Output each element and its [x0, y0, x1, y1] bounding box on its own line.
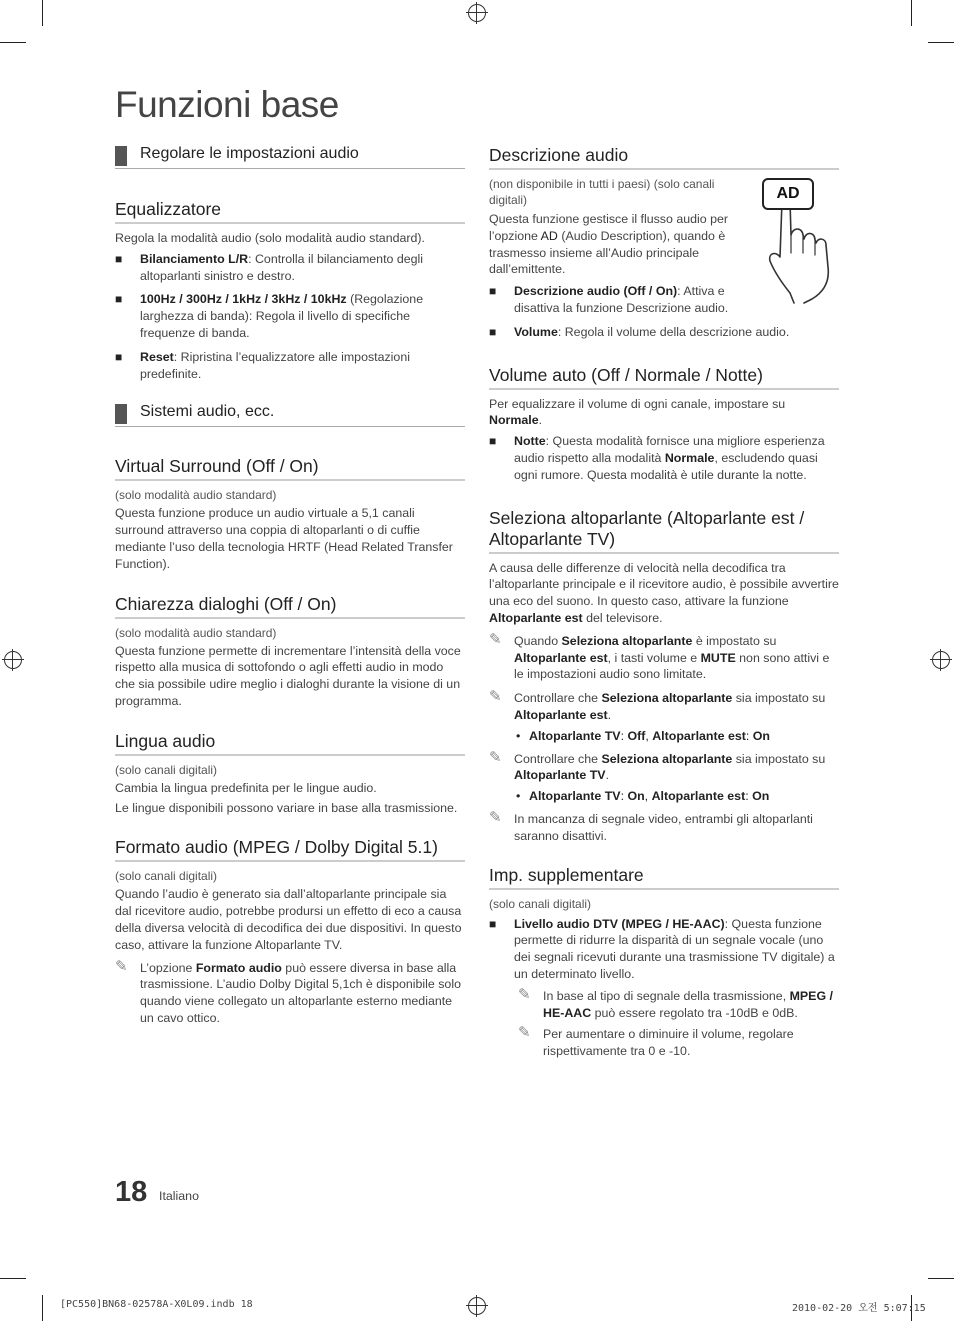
- left-column: [115, 144, 465, 1027]
- crop-mark: [0, 42, 26, 43]
- print-timestamp: 2010-02-20 오전 5:07:15: [792, 1303, 926, 1314]
- language-label: Italiano: [159, 1189, 199, 1203]
- ad-button-key: AD: [762, 178, 814, 210]
- crop-mark: [0, 1278, 26, 1279]
- paragraph: Questa funzione produce un audio virtuale a 5,1 canali surround attraverso una coppia di altoparlanti o di cuffie mediante l’uso della tecnologia HRTF (Head Related Transfer Function).: [115, 506, 453, 571]
- note-item: ✎ Quando Seleziona altoparlante è impostato su Altoparlante est, i tasti volume e MUTE non sono attivi e le impostazioni audio sono limitate.: [489, 630, 830, 682]
- crop-mark: [911, 0, 912, 26]
- print-file-info: [PC550]BN68-02578A-X0L09.indb 18: [60, 1299, 253, 1310]
- availability-note: (solo modalità audio standard): [115, 625, 277, 640]
- section-header: [115, 144, 465, 169]
- note-item: ✎ Per aumentare o diminuire il volume, regolare rispettivamente tra 0 e -10.: [518, 1024, 794, 1059]
- hand-pressing-icon: [760, 195, 842, 305]
- section-title: Sistemi audio, ecc.: [140, 403, 275, 421]
- sub-list-item: • Altoparlante TV: On, Altoparlante est: On: [516, 789, 770, 804]
- crop-mark: [928, 1278, 954, 1279]
- crop-mark: [42, 0, 43, 26]
- heading-seleziona-altoparlante: Seleziona altoparlante (Altoparlante est / Altoparlante TV): [489, 508, 839, 554]
- paragraph: Cambia la lingua predefinita per le lingue audio.: [115, 780, 377, 795]
- paragraph: Questa funzione gestisce il flusso audio per l’opzione AD (Audio Description), quando è trasmesso insieme all’Audio principale dall’emittente.: [489, 212, 729, 277]
- page-title: Funzioni base: [115, 84, 339, 125]
- registration-mark-icon: [932, 651, 950, 669]
- pencil-note-icon: ✎: [489, 748, 502, 766]
- heading-lingua-audio: Lingua audio: [115, 731, 465, 756]
- availability-note: (non disponibile in tutti i paesi) (solo canali digitali): [489, 177, 715, 207]
- heading-chiarezza-dialoghi: Chiarezza dialoghi (Off / On): [115, 594, 465, 619]
- pencil-note-icon: ✎: [489, 808, 502, 826]
- heading-imp-supplementare: Imp. supplementare: [489, 865, 839, 890]
- sub-list-item: • Altoparlante TV: Off, Altoparlante est: On: [516, 728, 770, 743]
- registration-mark-icon: [4, 651, 22, 669]
- pencil-note-icon: ✎: [518, 1024, 531, 1042]
- availability-note: (solo canali digitali): [489, 896, 592, 911]
- list-item: ■ Reset: Ripristina l’equalizzatore alle impostazioni predefinite.: [115, 349, 410, 381]
- list-item: ■ 100Hz / 300Hz / 1kHz / 3kHz / 10kHz (Regolazione larghezza di banda): Regola il livello di specifiche frequenze di banda.: [115, 292, 424, 340]
- page-number: 18: [115, 1176, 148, 1208]
- list-item: ■ Notte: Questa modalità fornisce una migliore esperienza audio rispetto alla modalità Normale, escludendo quasi ogni rumore. Questa modalità è utile durante la notte.: [489, 434, 825, 482]
- crop-mark: [42, 1295, 43, 1321]
- paragraph: Quando l’audio è generato sia dall’altoparlante principale sia dal ricevitore audio, potrebbe prodursi un effetto di eco a causa della diversa velocità di decodifica dei due dispositivi. In questo caso, attivare la funzione Altoparlante TV.: [115, 887, 462, 952]
- list-item: ■ Descrizione audio (Off / On): Attiva e disattiva la funzione Descrizione audio.: [489, 284, 729, 315]
- crop-mark: [928, 42, 954, 43]
- availability-note: (solo modalità audio standard): [115, 488, 277, 503]
- section-title: Regolare le impostazioni audio: [140, 145, 359, 162]
- note-item: ✎ Controllare che Seleziona altoparlante sia impostato su Altoparlante TV.: [489, 748, 826, 783]
- heading-equalizzatore: Equalizzatore: [115, 199, 465, 224]
- availability-note: (solo canali digitali): [115, 869, 218, 884]
- registration-mark-icon: [468, 1297, 486, 1315]
- section-bar-icon: [115, 404, 127, 424]
- eq-intro: Regola la modalità audio (solo modalità audio standard).: [115, 231, 425, 245]
- pencil-note-icon: ✎: [115, 957, 128, 975]
- list-item: ■ Bilanciamento L/R: Controlla il bilanciamento degli altoparlanti sinistro e destro.: [115, 251, 424, 283]
- registration-mark-icon: [468, 4, 486, 22]
- pencil-note-icon: ✎: [489, 688, 502, 706]
- note-item: ✎ Controllare che Seleziona altoparlante sia impostato su Altoparlante est.: [489, 688, 826, 722]
- paragraph: Per equalizzare il volume di ogni canale, impostare su Normale.: [489, 396, 786, 428]
- section-bar-icon: [115, 146, 127, 166]
- note-item: ✎ L’opzione Formato audio può essere diversa in base alla trasmissione. L’audio Dolby Digital 5,1ch è disponibile solo quando viene collegato un altoparlante esterno mediante un cavo ottico.: [115, 957, 461, 1025]
- paragraph: A causa delle differenze di velocità nella decodifica tra l’altoparlante principale e il ricevitore audio, è possibile avvertire una eco del suono. In questo caso, attivare la funzione Altoparlante est del televisore.: [489, 560, 839, 625]
- heading-virtual-surround: Virtual Surround (Off / On): [115, 456, 465, 481]
- availability-note: (solo canali digitali): [115, 762, 218, 777]
- paragraph: Le lingue disponibili possono variare in base alla trasmissione.: [115, 800, 458, 815]
- list-item: ■ Volume: Regola il volume della descrizione audio.: [489, 324, 790, 339]
- paragraph: Questa funzione permette di incrementare l’intensità della voce rispetto alla musica di sottofondo o agli effetti audio in modo che sia possibile udire meglio i dialoghi durante la visione di un programma.: [115, 643, 461, 708]
- note-item: ✎ In base al tipo di segnale della trasmissione, MPEG / HE-AAC può essere regolato tra -10dB e 0dB.: [518, 985, 833, 1020]
- pencil-note-icon: ✎: [489, 630, 502, 648]
- heading-volume-auto: Volume auto (Off / Normale / Notte): [489, 365, 839, 390]
- note-item: ✎ In mancanza di segnale video, entrambi gli altoparlanti saranno disattivi.: [489, 808, 813, 843]
- section-header: [115, 402, 465, 427]
- pencil-note-icon: ✎: [518, 985, 531, 1003]
- heading-descrizione-audio: Descrizione audio: [489, 145, 839, 170]
- list-item: ■ Livello audio DTV (MPEG / HE-AAC): Questa funzione permette di ridurre la disparità di un segnale vocale (uno dei segnali ricevuti durante una trasmissione TV digitale) a un determinato livello.: [489, 916, 835, 981]
- heading-formato-audio: Formato audio (MPEG / Dolby Digital 5.1): [115, 837, 465, 862]
